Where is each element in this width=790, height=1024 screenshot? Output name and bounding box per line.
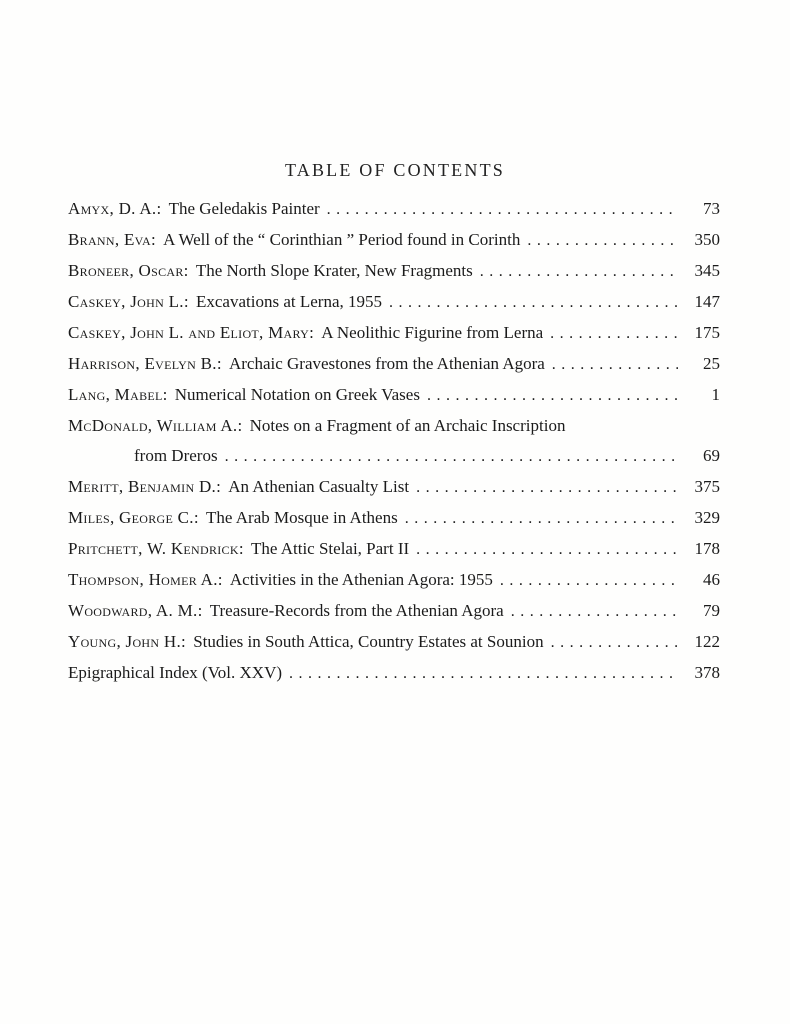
- toc-entry: [68, 658, 720, 689]
- entry-author: Woodward, A. M.:: [68, 601, 203, 620]
- entry-page-number: 178: [694, 539, 720, 558]
- entry-title: An Athenian Casualty List: [228, 477, 410, 496]
- toc-entry-line: [68, 565, 720, 596]
- entry-title: The Attic Stelai, Part II: [250, 539, 410, 558]
- entry-page-number: 69: [703, 446, 720, 465]
- entry-page-number: 25: [703, 354, 720, 373]
- toc-entry: [68, 194, 720, 225]
- entry-title: A Neolithic Figurine from Lerna: [321, 323, 544, 342]
- entry-author: Caskey, John L.:: [68, 292, 189, 311]
- entry-title: A Well of the “ Corinthian ” Period found in Corinth: [163, 230, 521, 249]
- entry-author: McDonald, William A.:: [68, 416, 243, 435]
- toc-entry-line: [68, 534, 720, 565]
- entry-text: [68, 534, 409, 564]
- entry-page-number: 350: [694, 230, 720, 249]
- dot-leader: [225, 441, 678, 472]
- dot-leader: [327, 194, 678, 225]
- entry-title: The Arab Mosque in Athens: [206, 508, 398, 527]
- entry-author: Thompson, Homer A.:: [68, 570, 223, 589]
- entry-page-number: 122: [694, 632, 720, 651]
- dot-leader: [416, 534, 678, 565]
- entry-text: [68, 380, 420, 410]
- toc-entry-line: [68, 287, 720, 318]
- toc-entry: [68, 596, 720, 627]
- entry-text: [68, 287, 382, 317]
- toc-entry-line: [68, 658, 720, 689]
- entry-author: Brann, Eva:: [68, 230, 157, 249]
- entry-text: [68, 627, 544, 657]
- toc-entry-line: [68, 411, 720, 441]
- entry-title: Epigraphical Index (Vol. XXV): [68, 663, 283, 682]
- entry-page-number: 46: [703, 570, 720, 589]
- entry-title: Studies in South Attica, Country Estates at Sounion: [193, 632, 544, 651]
- entry-text: [68, 256, 473, 286]
- toc-entry: [68, 349, 720, 380]
- entry-author: Caskey, John L. and Eliot, Mary:: [68, 323, 315, 342]
- toc-entry: [68, 565, 720, 596]
- entry-page-number: 79: [703, 601, 720, 620]
- entry-text: [68, 318, 543, 348]
- dot-leader: [427, 380, 678, 411]
- dot-leader: [511, 596, 678, 627]
- entry-author: Miles, George C.:: [68, 508, 199, 527]
- entry-title: The North Slope Krater, New Fragments: [195, 261, 473, 280]
- entry-text: [68, 225, 520, 255]
- entry-title: Notes on a Fragment of an Archaic Inscription: [249, 416, 566, 435]
- entry-text: [68, 472, 409, 502]
- entry-author: Lang, Mabel:: [68, 385, 168, 404]
- entry-text: [68, 503, 398, 533]
- toc-entry-line: [68, 225, 720, 256]
- toc-entry: [68, 411, 720, 472]
- dot-leader: [551, 627, 678, 658]
- dot-leader: [500, 565, 678, 596]
- entry-title: Numerical Notation on Greek Vases: [174, 385, 420, 404]
- entry-author: Young, John H.:: [68, 632, 187, 651]
- dot-leader: [550, 318, 678, 349]
- entry-page-number: 375: [694, 477, 720, 496]
- toc-entry-line: [68, 627, 720, 658]
- entry-page-number: 73: [703, 199, 720, 218]
- entry-page-number: 1: [711, 385, 720, 404]
- toc-entry-line: [68, 472, 720, 503]
- dot-leader: [389, 287, 678, 318]
- toc-list: [68, 194, 720, 689]
- toc-entry: [68, 318, 720, 349]
- dot-leader: [552, 349, 678, 380]
- entry-page-number: 378: [694, 663, 720, 682]
- entry-title: Excavations at Lerna, 1955: [196, 292, 382, 311]
- entry-text: [68, 349, 545, 379]
- toc-entry-line: [68, 194, 720, 225]
- toc-entry-line: [68, 503, 720, 534]
- toc-entry: [68, 627, 720, 658]
- dot-leader: [416, 472, 678, 503]
- toc-entry: [68, 256, 720, 287]
- entry-text: [68, 565, 493, 595]
- entry-continuation: from Dreros: [134, 446, 218, 465]
- dot-leader: [289, 658, 678, 689]
- entry-text: [68, 411, 565, 441]
- toc-entry-line: [68, 318, 720, 349]
- toc-entry: [68, 503, 720, 534]
- toc-entry: [68, 225, 720, 256]
- entry-author: Harrison, Evelyn B.:: [68, 354, 222, 373]
- entry-page-number: 345: [694, 261, 720, 280]
- page-title: TABLE OF CONTENTS: [285, 160, 505, 180]
- entry-text: [68, 596, 504, 626]
- toc-entry: [68, 287, 720, 318]
- entry-title: The Geledakis Painter: [168, 199, 320, 218]
- entry-title: Activities in the Athenian Agora: 1955: [229, 570, 493, 589]
- entry-author: Amyx, D. A.:: [68, 199, 162, 218]
- toc-entry-continuation-line: [68, 441, 720, 472]
- toc-entry-line: [68, 349, 720, 380]
- toc-entry-line: [68, 596, 720, 627]
- dot-leader: [527, 225, 678, 256]
- entry-title: Archaic Gravestones from the Athenian Agora: [228, 354, 545, 373]
- entry-title: Treasure-Records from the Athenian Agora: [209, 601, 504, 620]
- dot-leader: [480, 256, 678, 287]
- entry-author: Pritchett, W. Kendrick:: [68, 539, 244, 558]
- toc-entry-line: [68, 380, 720, 411]
- entry-page-number: 175: [694, 323, 720, 342]
- entry-author: Meritt, Benjamin D.:: [68, 477, 222, 496]
- toc-entry: [68, 380, 720, 411]
- toc-entry: [68, 534, 720, 565]
- toc-entry: [68, 472, 720, 503]
- entry-page-number: 329: [694, 508, 720, 527]
- dot-leader: [405, 503, 678, 534]
- entry-text: [68, 658, 282, 688]
- entry-author: Broneer, Oscar:: [68, 261, 189, 280]
- entry-text: [68, 194, 320, 224]
- toc-entry-line: [68, 256, 720, 287]
- entry-page-number: 147: [694, 292, 720, 311]
